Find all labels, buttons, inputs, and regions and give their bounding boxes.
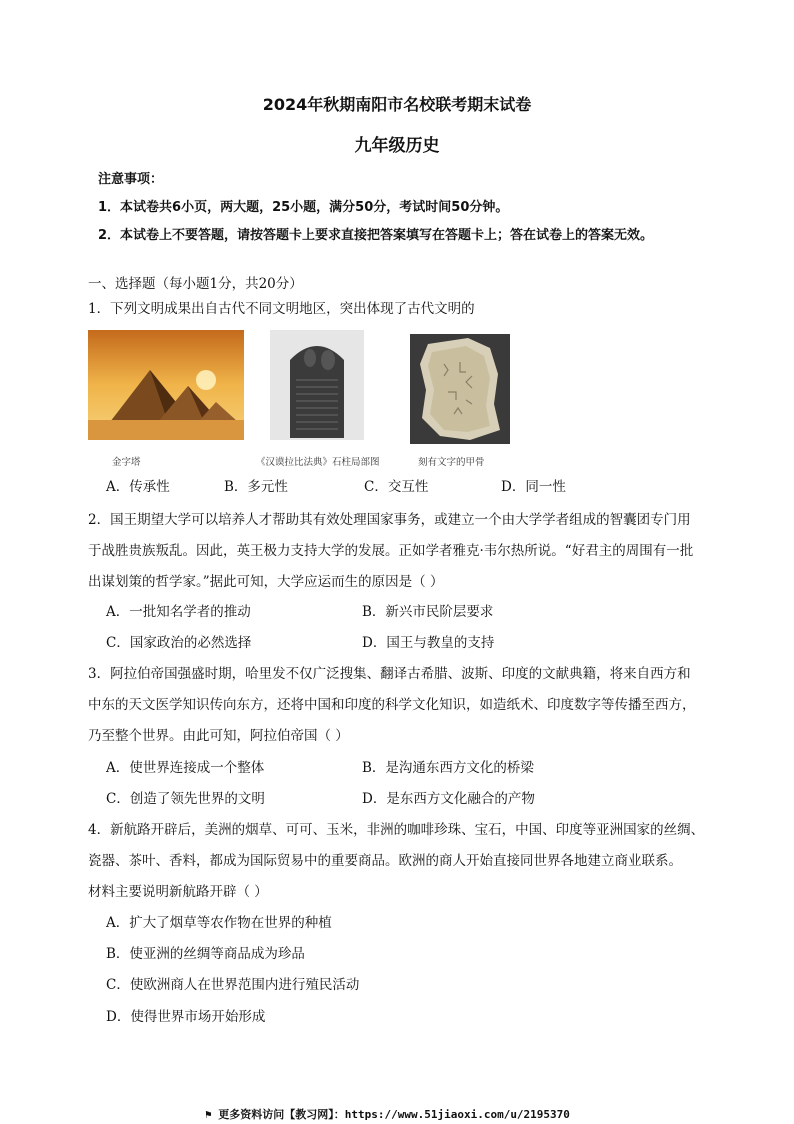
q4-line-3: 材料主要说明新航路开辟（ ）: [88, 884, 268, 900]
notice-item-2: 2．本试卷上不要答题，请按答题卡上要求直接把答案填写在答题卡上；答在试卷上的答案无效。: [98, 228, 654, 243]
q2-line-2: 于战胜贵族叛乱。因此，英王极力支持大学的发展。正如学者雅克·韦尔热所说。“好君主的周围有一批: [88, 543, 694, 559]
exam-subtitle: 九年级历史: [354, 136, 440, 156]
q1-option-d: D．同一性: [501, 479, 566, 495]
q3-line-1: 3．阿拉伯帝国强盛时期，哈里发不仅广泛搜集、翻译古希腊、波斯、印度的文献典籍，将来自西方和: [88, 666, 691, 682]
q2-option-c: C．国家政治的必然选择: [106, 635, 252, 651]
q2-line-3: 出谋划策的哲学家。”据此可知，大学应运而生的原因是（ ）: [88, 574, 444, 590]
q1-option-a: A．传承性: [106, 479, 170, 495]
q4-line-1: 4．新航路开辟后，美洲的烟草、可可、玉米，非洲的咖啡珍珠、宝石，中国、印度等亚洲国家的丝绸、: [88, 822, 705, 838]
notice-item-1: 1．本试卷共6小页，两大题，25小题，满分50分，考试时间50分钟。: [98, 200, 509, 215]
q4-option-b: B．使亚洲的丝绸等商品成为珍品: [106, 946, 305, 962]
q3-option-a: A．使世界连接成一个整体: [106, 760, 265, 776]
q4-option-d: D．使得世界市场开始形成: [106, 1009, 266, 1025]
q4-option-a: A．扩大了烟草等农作物在世界的种植: [106, 915, 332, 931]
exam-title: 2024年秋期南阳市名校联考期末试卷: [262, 95, 532, 114]
caption-oracle-bone: 刻有文字的甲骨: [418, 457, 485, 468]
q1-option-c: C．交互性: [364, 479, 429, 495]
q3-line-3: 乃至整个世界。由此可知，阿拉伯帝国（ ）: [88, 728, 349, 744]
q2-option-d: D．国王与教皇的支持: [362, 635, 495, 651]
caption-pyramid: 金字塔: [112, 457, 141, 468]
q2-option-a: A．一批知名学者的推动: [106, 604, 251, 620]
q2-line-1: 2．国王期望大学可以培养人才帮助其有效处理国家事务，或建立一个由大学学者组成的智囊团专门用: [88, 512, 691, 528]
q3-option-b: B．是沟通东西方文化的桥梁: [362, 760, 534, 776]
section-heading: 一、选择题（每小题1分，共20分）: [88, 276, 303, 292]
q4-option-c: C．使欧洲商人在世界范围内进行殖民活动: [106, 977, 360, 993]
flag-icon: ⚑: [205, 1108, 212, 1121]
hammurabi-stele-image: [270, 330, 364, 440]
q3-option-c: C．创造了领先世界的文明: [106, 791, 265, 807]
q3-option-d: D．是东西方文化融合的产物: [362, 791, 535, 807]
q4-line-2: 瓷器、茶叶、香料，都成为国际贸易中的重要商品。欧洲的商人开始直接同世界各地建立商业联系。: [88, 853, 682, 869]
q1-option-b: B．多元性: [224, 479, 288, 495]
notice-heading: 注意事项：: [98, 172, 164, 187]
q1-stem: 1．下列文明成果出自古代不同文明地区，突出体现了古代文明的: [88, 301, 475, 317]
pyramid-image: [88, 330, 244, 440]
oracle-bone-image: [410, 334, 510, 444]
footer-link[interactable]: [205, 1106, 570, 1122]
caption-stele: 《汉谟拉比法典》石柱局部图: [256, 457, 380, 468]
footer-text: 更多资料访问【教习网】：https://www.51jiaoxi.com/u/2195370: [218, 1108, 570, 1121]
q3-line-2: 中东的天文医学知识传向东方，还将中国和印度的科学文化知识，如造纸术、印度数字等传播至西方，: [88, 697, 696, 713]
q2-option-b: B．新兴市民阶层要求: [362, 604, 494, 620]
